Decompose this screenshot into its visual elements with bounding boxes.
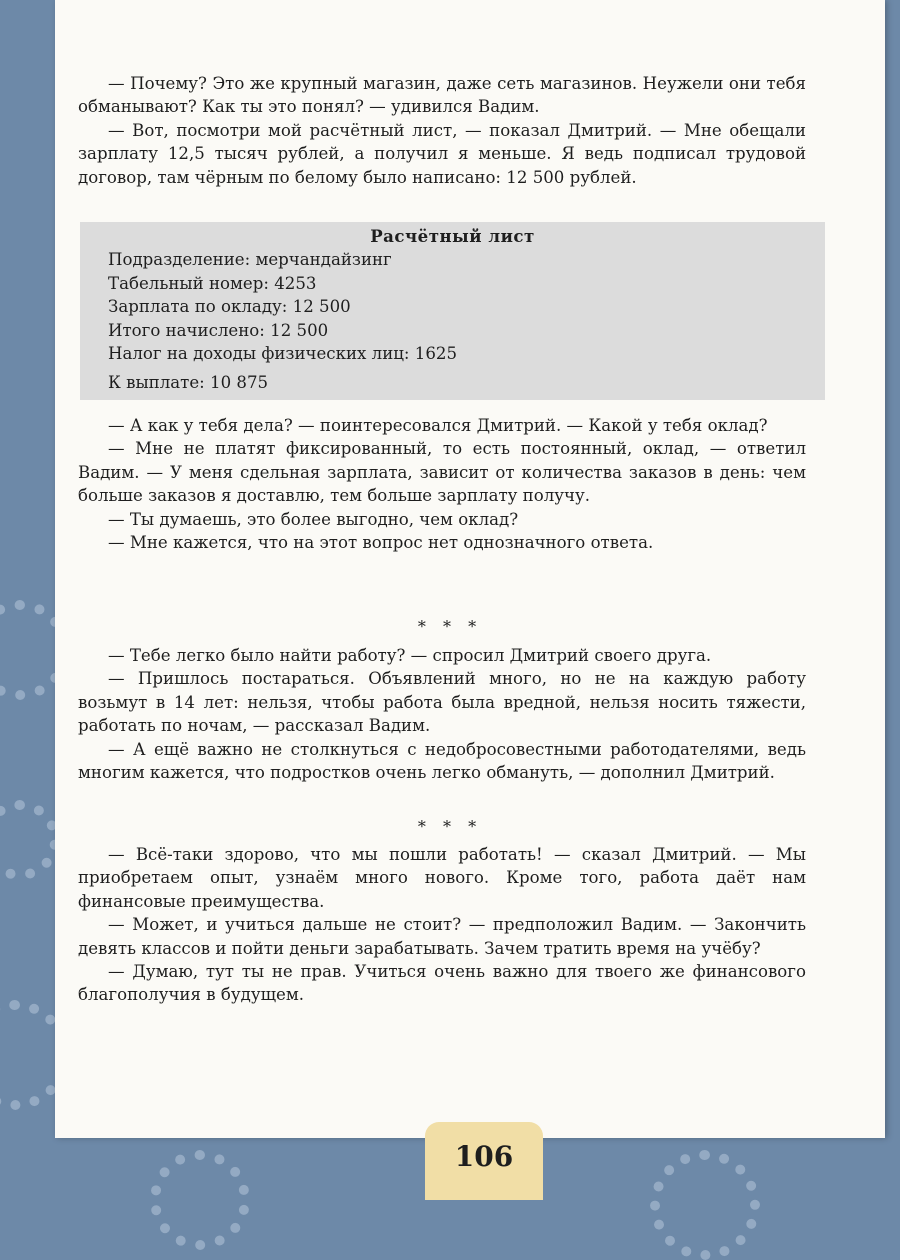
paragraph: — Пришлось постараться. Объявлений много, но не на каждую работу возьмут в 14 лет: нельзя, чтобы работа была вредной, нельзя носить тяжести, работать по ночам, — рассказал Вадим.	[78, 669, 806, 736]
dialogue-section-4	[78, 843, 806, 1007]
paragraph: — Почему? Это же крупный магазин, даже сеть магазинов. Неужели они тебя обманывают? Как ты это понял? — удивился Вадим.	[78, 74, 806, 117]
payslip-line-personnel-number: Табельный номер: 4253	[108, 273, 317, 293]
paragraph: — А ещё важно не столкнуться с недобросовестными работодателями, ведь многим кажется, что подростков очень легко обмануть, — дополнил Дмитрий.	[78, 739, 806, 783]
paragraph: — Думаю, тут ты не прав. Учиться очень важно для твоего же финансового благополучия в будущем.	[78, 962, 806, 1005]
gear-decoration-icon	[150, 1150, 250, 1250]
paragraph: — Мне не платят фиксированный, то есть постоянный, оклад, — ответил Вадим. — У меня сдельная зарплата, зависит от количества заказов в день: чем больше заказов я доставлю, тем больше зарплату получу.	[78, 439, 806, 506]
section-separator: * * *	[417, 817, 483, 836]
payslip-line-income-tax: Налог на доходы физических лиц: 1625	[108, 344, 458, 364]
dialogue-section-3	[78, 644, 806, 784]
page-number: 106	[454, 1140, 514, 1173]
paragraph: — Может, и учиться дальше не стоит? — предположил Вадим. — Закончить девять классов и пойти деньги зарабатывать. Зачем тратить время на учёбу?	[78, 915, 806, 958]
gear-decoration-icon	[0, 800, 60, 880]
payslip-line-salary: Зарплата по окладу: 12 500	[108, 297, 351, 317]
paragraph: — Ты думаешь, это более выгодно, чем оклад?	[108, 509, 519, 529]
payslip-line-department: Подразделение: мерчандайзинг	[108, 250, 392, 270]
paragraph: — Мне кажется, что на этот вопрос нет однозначного ответа.	[108, 533, 654, 553]
dialogue-section-1	[78, 72, 806, 189]
paragraph: — Тебе легко было найти работу? — спросил Дмитрий своего друга.	[108, 646, 712, 665]
payslip-title: Расчётный лист	[370, 226, 535, 246]
paragraph: — А как у тебя дела? — поинтересовался Дмитрий. — Какой у тебя оклад?	[108, 416, 768, 435]
payslip-box	[80, 222, 825, 400]
payslip-to-pay: К выплате: 10 875	[108, 373, 269, 393]
gear-decoration-icon	[650, 1150, 760, 1260]
paragraph: — Всё-таки здорово, что мы пошли работать! — сказал Дмитрий. — Мы приобретаем опыт, узнаём много нового. Кроме того, работа даёт нам финансовые преимущества.	[78, 845, 806, 911]
page-number-tab	[425, 1122, 543, 1200]
payslip-line-total-accrued: Итого начислено: 12 500	[108, 320, 329, 340]
dialogue-section-2	[78, 414, 806, 554]
section-separator: * * *	[417, 617, 483, 636]
paragraph: — Вот, посмотри мой расчётный лист, — показал Дмитрий. — Мне обещали зарплату 12,5 тысяч рублей, а получил я меньше. Я ведь подписал трудовой договор, там чёрным по белому было написано: 12 500 рублей.	[78, 120, 806, 187]
